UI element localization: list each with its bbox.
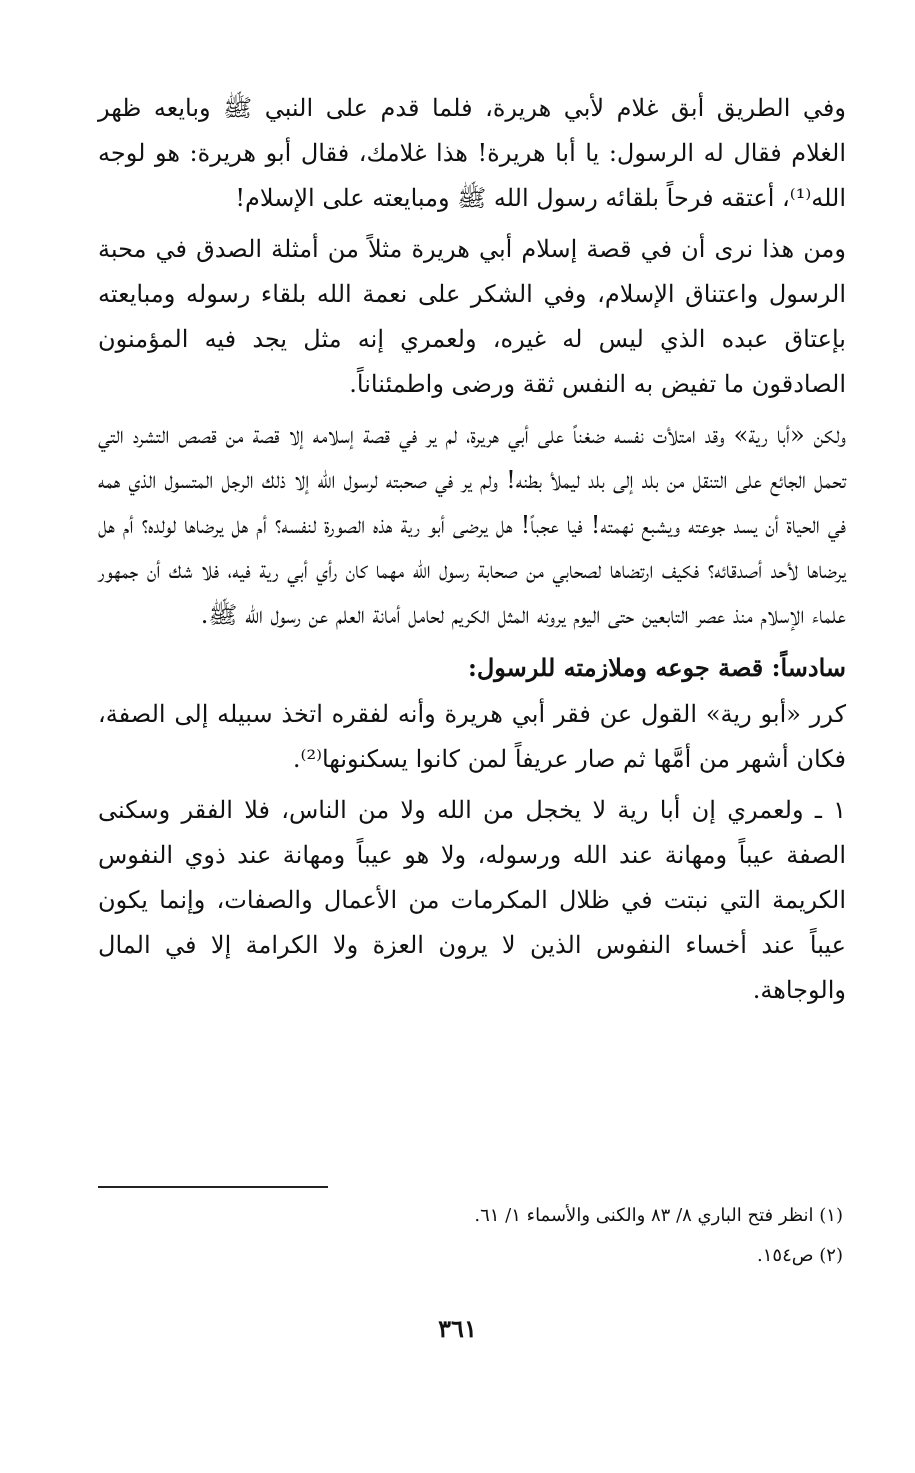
page-number: ٣٦١ [438, 1314, 477, 1343]
paragraph-1: وفي الطريق أبق غلام لأبي هريرة، فلما قدم على النبي ﷺ وبايعه ظهر الغلام فقال له الرسول: يا أبا هريرة! هذا غلامك، فقال أبو هريرة: هو لوجه الله⁽¹⁾، أعتقه فرحاً بلقائه رسول الله ﷺ ومبايعته على الإسلام! [98, 94, 846, 212]
paragraph-5: ١ ـ ولعمري إن أبا رية لا يخجل من الله ولا من الناس، فلا الفقر وسكنى الصفة عيباً ومهانة عند الله ورسوله، ولا هو عيباً ومهانة عند ذوي النفوس الكريمة التي نبتت في ظلال المكرمات من الأعمال والصفات، وإنما يكون عيباً عند أخساء النفوس الذين لا يرون العزة ولا الكرامة إلا في المال والوجاهة. [98, 796, 846, 1004]
footnote-2: (٢) ص١٥٤. [757, 1245, 843, 1266]
footnote-1: (١) انظر فتح الباري ٨/ ٨٣ والكنى والأسماء ١/ ٦١. [474, 1205, 843, 1226]
footnotes [83, 1196, 843, 1276]
paragraph-4: كرر «أبو رية» القول عن فقر أبي هريرة وأنه لفقره اتخذ سبيله إلى الصفة، فكان أشهر من أمَّها ثم صار عريفاً لمن كانوا يسكنونها⁽²⁾. [98, 700, 846, 773]
section-heading: سادساً: قصة جوعه وملازمته للرسول: [467, 653, 846, 682]
paragraph-2: ومن هذا نرى أن في قصة إسلام أبي هريرة مثلاً من أمثلة الصدق في محبة الرسول واعتناق الإسلام، وفي الشكر على نعمة الله بلقاء رسوله ومبايعته بإعتاق عبده الذي ليس له غيره، ولعمري إنه مثل يجد فيه المؤمنون الصادقون ما تفيض به النفس ثقة ورضى واطمئناناً. [98, 235, 846, 398]
paragraph-3: ولكن «أبا رية» وقد امتلأت نفسه ضغناً على أبي هريرة، لم ير في قصة إسلامه إلا قصة من قصص التشرد التي تحمل الجائع على التنقل من بلد إلى بلد ليملأ بطنه! ولم ير في صحبته لرسول الله إلا ذلك الرجل المتسول الذي همه في الحياة أن يسد جوعته ويشبع نهمته! فيا عجباً! هل يرضى أبو رية هذه الصورة لنفسه؟ أم هل يرضاها لولده؟ أم هل يرضاها لأحد أصدقائه؟ فكيف ارتضاها لصحابي من صحابة رسول الله مهما كان رأي أبي رية فيه، فلا شك أن جمهور علماء الإسلام منذ عصر التابعين حتى اليوم يرونه المثل الكريم لحامل أمانة العلم عن رسول الله ﷺ. [98, 421, 846, 629]
main-text [98, 86, 846, 1013]
footnote-divider [98, 1186, 328, 1188]
